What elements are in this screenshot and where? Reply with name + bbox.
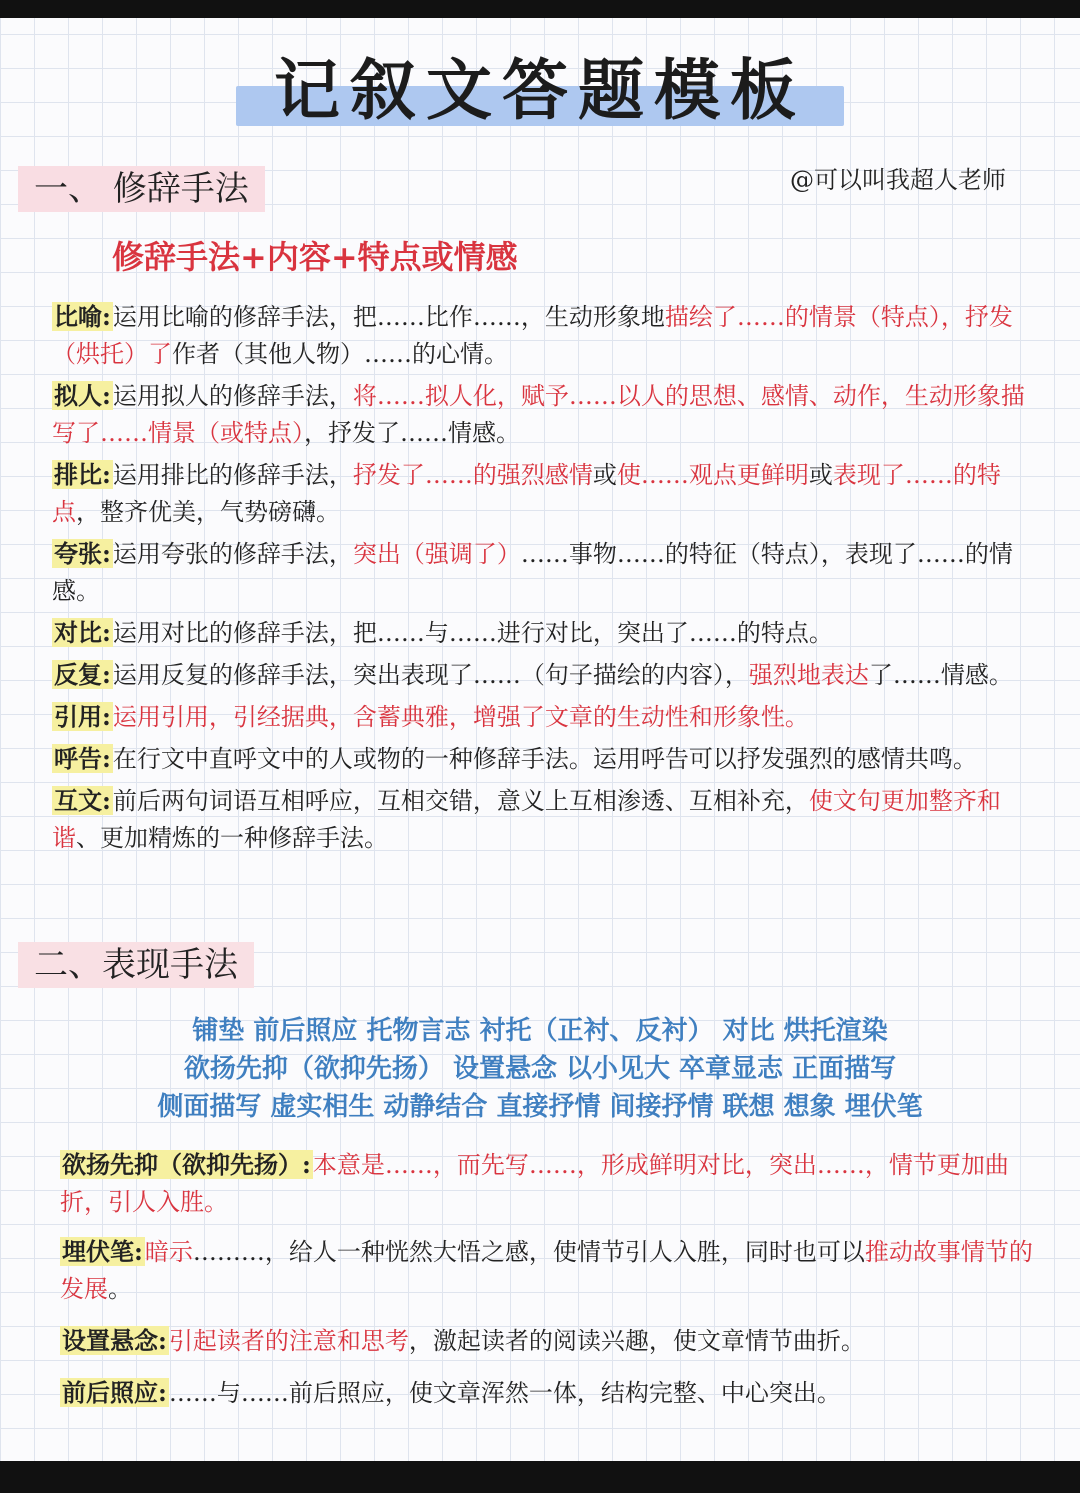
term-label: 引用: [54, 702, 111, 731]
term-text: 推动故事情节的发展 [60, 1238, 1033, 1303]
list-item [52, 456, 1042, 531]
term-text: 。 [108, 1275, 132, 1303]
term-text: 了……情感。 [868, 661, 1013, 689]
term-text: 运用对比的修辞手法，把……与……进行对比，突出了……的特点。 [112, 619, 833, 647]
term-text: 描绘了……的情景（特点），抒发（烘托）了 [52, 303, 1013, 368]
section-heading-expression: 二、表现手法 [18, 942, 254, 988]
term-label: 呼告: [54, 744, 111, 773]
list-item [52, 698, 1042, 736]
section-heading-rhetoric: 一、 修辞手法 [18, 166, 265, 212]
list-item [60, 1322, 1050, 1360]
term-text: ……与……前后照应，使文章浑然一体，结构完整、中心突出。 [168, 1379, 841, 1407]
list-item [60, 1146, 1050, 1221]
term-label: 欲扬先抑（欲抑先扬）: [62, 1150, 311, 1179]
term-text: 使……观点更鲜明 [616, 461, 809, 489]
term-label: 拟人: [54, 381, 111, 410]
term-label: 前后照应: [62, 1378, 167, 1407]
term-text: ……事物……的特征（特点），表现了……的情感。 [52, 540, 1013, 605]
term-text: 运用比喻的修辞手法，把……比作……，生动形象地 [112, 303, 665, 331]
term-text: 、更加精炼的一种修辞手法。 [76, 824, 388, 852]
technique-list [60, 1012, 1020, 1126]
term-label: 埋伏笔: [62, 1237, 143, 1266]
technique-line: 铺垫 前后照应 托物言志 衬托（正衬、反衬） 对比 烘托渲染 [192, 1016, 888, 1046]
title-block [236, 44, 844, 136]
term-text: 将……拟人化，赋予……以人的思想、感情、动作，生动形象描写了……情景（或特点） [52, 382, 1025, 447]
term-label: 反复: [54, 660, 111, 689]
term-text: 本意是……，而先写……，形成鲜明对比，突出……，情节更加曲折，引人入胜。 [60, 1151, 1009, 1216]
list-item [52, 377, 1042, 452]
list-item [52, 298, 1042, 373]
term-text: 运用夸张的修辞手法， [112, 540, 353, 568]
author-handle: @可以叫我超人老师 [790, 166, 1006, 194]
term-text: ………，给人一种恍然大悟之感，使情节引人入胜，同时也可以 [192, 1238, 865, 1266]
term-text: 或 [808, 461, 833, 489]
term-label: 夸张: [54, 539, 111, 568]
term-label: 设置悬念: [62, 1326, 167, 1355]
list-item [52, 535, 1042, 610]
top-status-bar [0, 0, 1080, 18]
term-text: ，抒发了……情感。 [304, 419, 520, 447]
list-item [52, 740, 1042, 778]
list-item [60, 1233, 1050, 1308]
term-text: 或 [592, 461, 617, 489]
expression-list [60, 1146, 1050, 1412]
term-label: 互文: [54, 786, 111, 815]
term-text: 强烈地表达 [748, 661, 869, 689]
term-text: 运用反复的修辞手法，突出表现了……（句子描绘的内容）， [112, 661, 749, 689]
term-text: 运用引用，引经据典，含蓄典雅，增强了文章的生动性和形象性。 [112, 703, 809, 731]
term-label: 比喻: [54, 302, 111, 331]
term-text: 突出（强调了） [352, 540, 521, 568]
term-text: 运用排比的修辞手法， [112, 461, 353, 489]
term-text: 作者（其他人物）……的心情。 [172, 340, 508, 368]
list-item [52, 614, 1042, 652]
page-title: 记叙文答题模板 [274, 51, 806, 129]
bottom-nav-bar [0, 1461, 1080, 1493]
list-item [52, 656, 1042, 694]
term-text: 抒发了……的强烈感情 [352, 461, 593, 489]
list-item [60, 1374, 1050, 1412]
term-label: 对比: [54, 618, 111, 647]
term-text: ，激起读者的阅读兴趣，使文章情节曲折。 [408, 1327, 865, 1355]
term-text: 暗示 [144, 1238, 193, 1266]
term-text: 在行文中直呼文中的人或物的一种修辞手法。运用呼告可以抒发强烈的感情共鸣。 [112, 745, 977, 773]
term-text: 引起读者的注意和思考 [168, 1327, 409, 1355]
technique-line: 侧面描写 虚实相生 动静结合 直接抒情 间接抒情 联想 想象 埋伏笔 [157, 1092, 923, 1122]
term-text: ，整齐优美，气势磅礴。 [76, 498, 340, 526]
rhetoric-list [52, 298, 1042, 861]
term-text: 使文句更加整齐和谐 [52, 787, 1001, 852]
list-item [52, 782, 1042, 857]
term-text: 前后两句词语互相呼应，互相交错，意义上互相渗透、互相补充， [112, 787, 809, 815]
technique-line: 欲扬先抑（欲抑先扬） 设置悬念 以小见大 卒章显志 正面描写 [183, 1054, 897, 1084]
term-text: 表现了……的特点 [52, 461, 1001, 526]
rhetoric-formula: 修辞手法+内容+特点或情感 [112, 238, 518, 276]
term-text: 运用拟人的修辞手法， [112, 382, 353, 410]
term-label: 排比: [54, 460, 111, 489]
